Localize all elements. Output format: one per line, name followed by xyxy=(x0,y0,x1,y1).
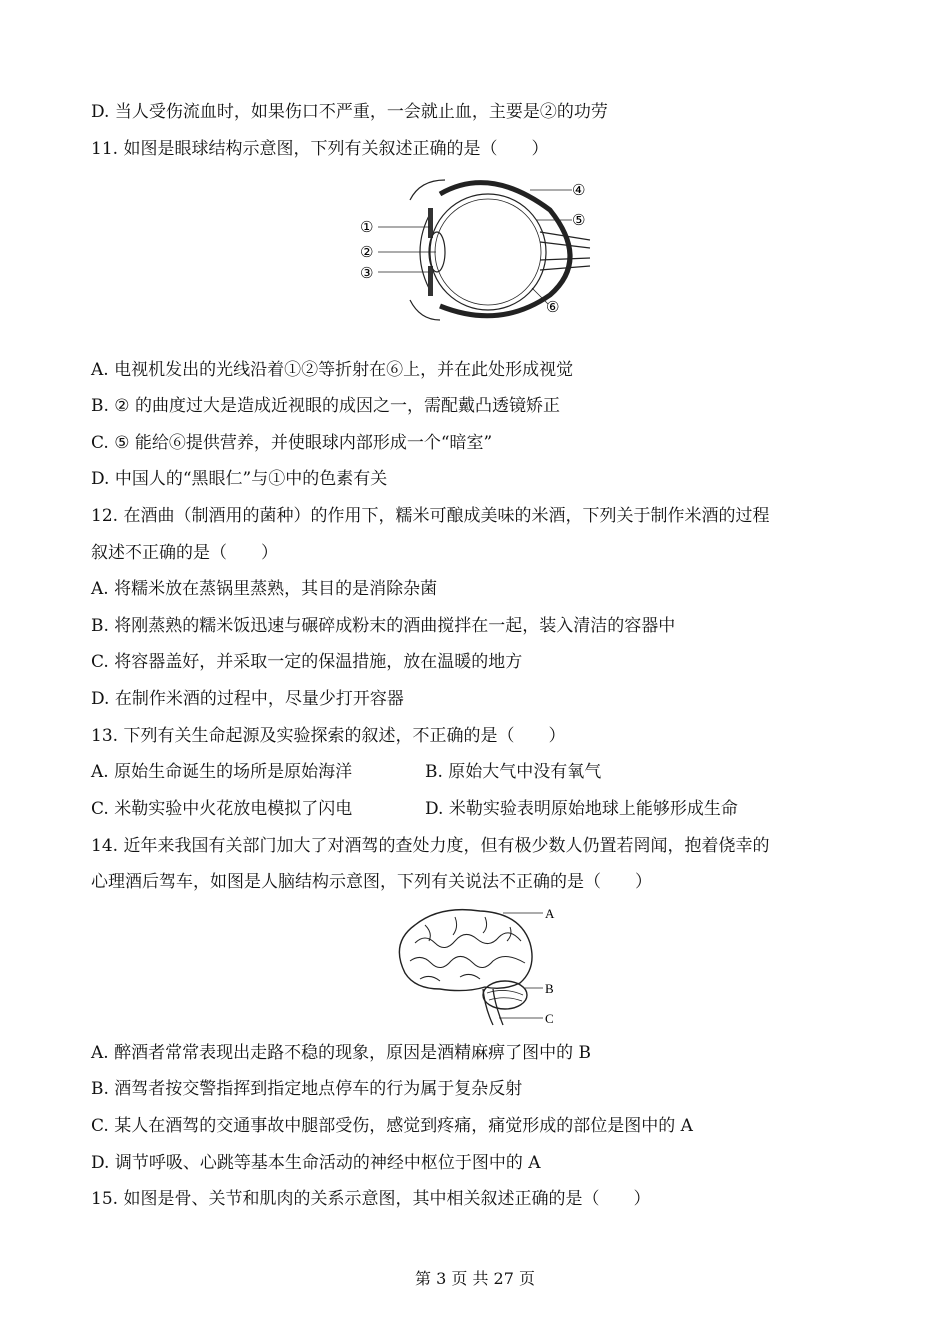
q11-option-d: D. 中国人的“黑眼仁”与①中的色素有关 xyxy=(91,469,388,489)
q13-option-d: D. 米勒实验表明原始地球上能够形成生命 xyxy=(425,799,738,819)
q11-option-b: B. ② 的曲度过大是造成近视眼的成因之一，需配戴凸透镜矫正 xyxy=(91,396,560,416)
eye-label-4: ④ xyxy=(572,181,586,199)
eye-label-1: ① xyxy=(360,218,374,236)
q12-stem-line1: 12. 在酒曲（制酒用的菌种）的作用下，糯米可酿成美味的米酒，下列关于制作米酒的过程 xyxy=(91,506,770,526)
q14-option-a: A. 醉酒者常常表现出走路不稳的现象，原因是酒精麻痹了图中的 B xyxy=(91,1043,591,1063)
eye-structure-diagram xyxy=(350,170,600,330)
q13-stem: 13. 下列有关生命起源及实验探索的叙述，不正确的是（ ） xyxy=(91,726,566,746)
eye-label-3: ③ xyxy=(360,264,374,282)
q14-option-d: D. 调节呼吸、心跳等基本生命活动的神经中枢位于图中的 A xyxy=(91,1153,541,1173)
q12-option-d: D. 在制作米酒的过程中，尽量少打开容器 xyxy=(91,689,404,709)
q12-option-c: C. 将容器盖好，并采取一定的保温措施，放在温暖的地方 xyxy=(91,652,523,672)
page-footer: 第 3 页 共 27 页 xyxy=(415,1269,535,1288)
q11-option-c: C. ⑤ 能给⑥提供营养，并使眼球内部形成一个“暗室” xyxy=(91,433,493,453)
brain-structure-diagram xyxy=(385,903,565,1028)
q14-stem-line2: 心理酒后驾车，如图是人脑结构示意图，下列有关说法不正确的是（ ） xyxy=(91,872,652,892)
q12-stem-line2: 叙述不正确的是（ ） xyxy=(91,543,278,563)
brain-label-b: B xyxy=(545,981,554,996)
q14-option-c: C. 某人在酒驾的交通事故中腿部受伤，感觉到疼痛，痛觉形成的部位是图中的 A xyxy=(91,1116,693,1136)
q13-option-b: B. 原始大气中没有氧气 xyxy=(425,762,602,782)
q14-option-b: B. 酒驾者按交警指挥到指定地点停车的行为属于复杂反射 xyxy=(91,1079,523,1099)
brain-label-a: A xyxy=(545,906,555,921)
q10-option-d: D. 当人受伤流血时，如果伤口不严重，一会就止血，主要是②的功劳 xyxy=(91,102,608,122)
q12-option-b: B. 将刚蒸熟的糯米饭迅速与碾碎成粉末的酒曲搅拌在一起，装入清洁的容器中 xyxy=(91,616,676,636)
q11-stem: 11. 如图是眼球结构示意图，下列有关叙述正确的是（ ） xyxy=(91,139,549,159)
q14-stem-line1: 14. 近年来我国有关部门加大了对酒驾的查处力度，但有极少数人仍置若罔闻，抱着侥幸的 xyxy=(91,836,770,856)
eye-label-2: ② xyxy=(360,243,374,261)
q15-stem: 15. 如图是骨、关节和肌肉的关系示意图，其中相关叙述正确的是（ ） xyxy=(91,1189,651,1209)
brain-label-c: C xyxy=(545,1011,554,1026)
q13-option-a: A. 原始生命诞生的场所是原始海洋 xyxy=(91,762,353,782)
q12-option-a: A. 将糯米放在蒸锅里蒸熟，其目的是消除杂菌 xyxy=(91,579,438,599)
q11-option-a: A. 电视机发出的光线沿着①②等折射在⑥上，并在此处形成视觉 xyxy=(91,360,574,380)
q13-option-c: C. 米勒实验中火花放电模拟了闪电 xyxy=(91,799,353,819)
eye-label-5: ⑤ xyxy=(572,211,586,229)
eye-label-6: ⑥ xyxy=(546,298,560,316)
